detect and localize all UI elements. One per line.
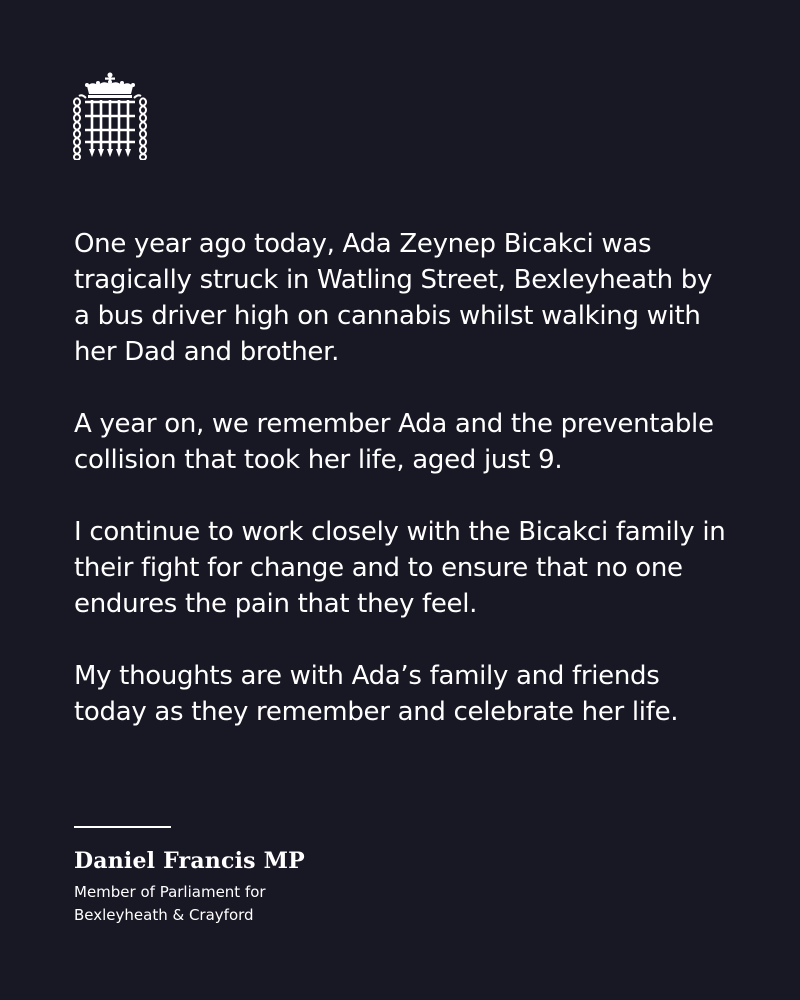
signature-name: Daniel Francis MP — [74, 848, 305, 874]
portcullis-icon — [72, 72, 148, 160]
signature-role-line: Bexleyheath & Crayford — [74, 906, 254, 924]
statement-paragraph: One year ago today, Ada Zeynep Bicakci was tragically struck in Watling Street, Bexleyheath by a bus driver high on cannabis whilst walking with her Dad and brother. — [74, 229, 713, 367]
statement-body — [74, 226, 734, 766]
statement-paragraph: A year on, we remember Ada and the preventable collision that took her life, aged just 9. — [74, 409, 714, 475]
signature-role — [74, 881, 266, 927]
signature-divider — [74, 826, 171, 828]
statement-paragraph: I continue to work closely with the Bicakci family in their fight for change and to ensure that no one endures the pain that they feel. — [74, 517, 726, 619]
statement-paragraph: My thoughts are with Ada’s family and friends today as they remember and celebrate her life. — [74, 661, 679, 727]
signature-role-line: Member of Parliament for — [74, 883, 266, 901]
